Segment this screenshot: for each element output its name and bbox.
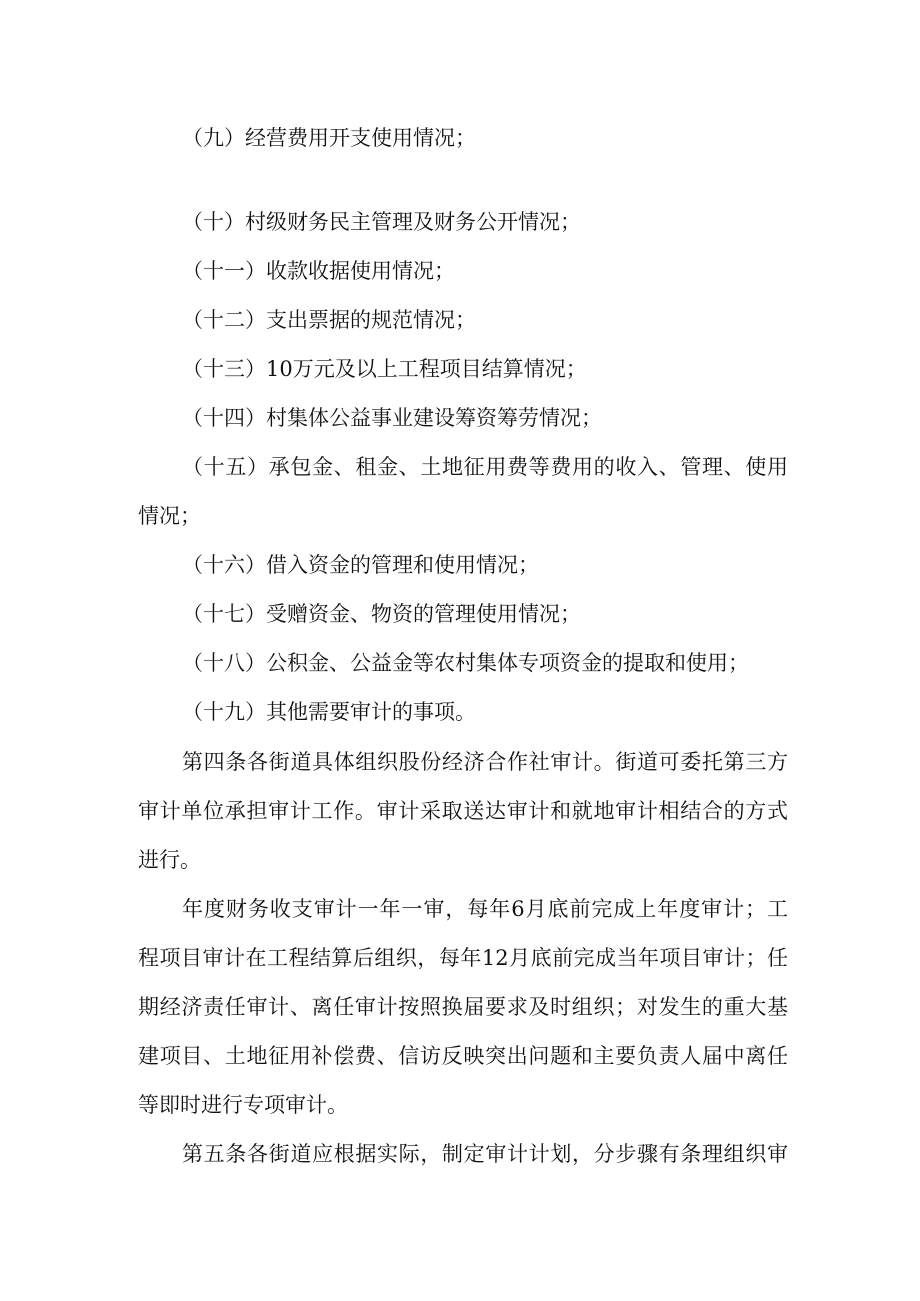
item-twelve: （十二）支出票据的规范情况； bbox=[182, 308, 476, 332]
article5-line1: 第五条各街道应根据实际，制定审计计划，分步骤有条理组织审 bbox=[182, 1142, 788, 1166]
article4-line1: 第四条各街道具体组织股份经济合作社审计。街道可委托第三方 bbox=[182, 750, 788, 774]
item-nine: （九）经营费用开支使用情况； bbox=[182, 126, 476, 150]
article4-line3: 进行。 bbox=[138, 848, 201, 872]
item-seventeen: （十七）受赠资金、物资的管理使用情况； bbox=[182, 602, 581, 626]
schedule-line3: 期经济责任审计、离任审计按照换届要求及时组织；对发生的重大基 bbox=[138, 995, 788, 1019]
item-fifteen-line2: 情况； bbox=[138, 504, 201, 528]
item-eleven: （十一）收款收据使用情况； bbox=[182, 259, 455, 283]
item-nineteen: （十九）其他需要审计的事项。 bbox=[182, 700, 476, 724]
item-sixteen: （十六）借入资金的管理和使用情况； bbox=[182, 553, 539, 577]
article4-line2: 审计单位承担审计工作。审计采取送达审计和就地审计相结合的方式 bbox=[138, 799, 788, 823]
schedule-line4: 建项目、土地征用补偿费、信访反映突出问题和主要负责人届中离任 bbox=[138, 1044, 788, 1068]
item-ten: （十）村级财务民主管理及财务公开情况； bbox=[182, 210, 581, 234]
item-eighteen: （十八）公积金、公益金等农村集体专项资金的提取和使用； bbox=[182, 651, 749, 675]
item-fourteen: （十四）村集体公益事业建设筹资筹劳情况； bbox=[182, 406, 602, 430]
schedule-line5: 等即时进行专项审计。 bbox=[138, 1093, 348, 1117]
schedule-line1: 年度财务收支审计一年一审，每年6月底前完成上年度审计；工 bbox=[182, 897, 788, 921]
item-fifteen-line1: （十五）承包金、租金、土地征用费等费用的收入、管理、使用 bbox=[182, 455, 788, 479]
item-thirteen: （十三）10万元及以上工程项目结算情况； bbox=[182, 357, 587, 381]
schedule-line2: 程项目审计在工程结算后组织，每年12月底前完成当年项目审计；任 bbox=[138, 946, 788, 970]
